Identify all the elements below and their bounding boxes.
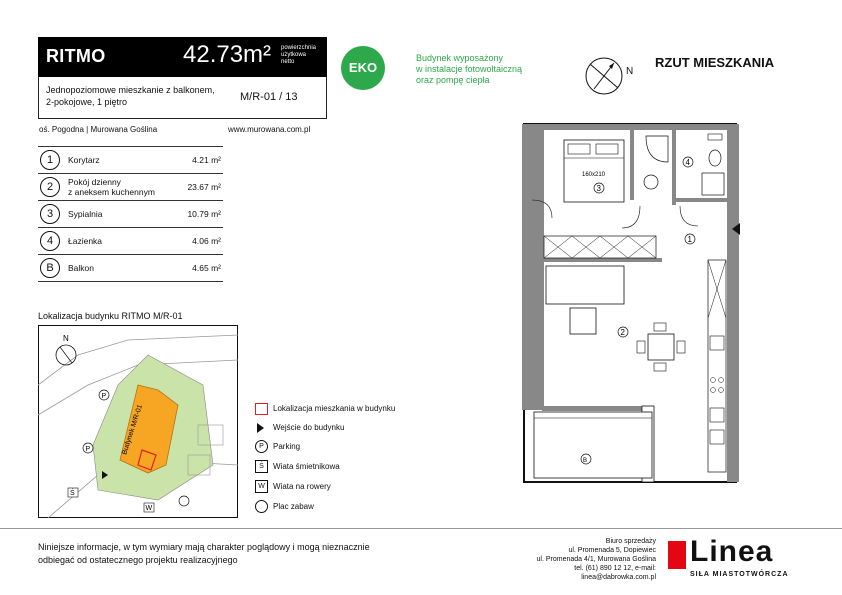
- office-line: ul. Promenada 5, Dopiewiec: [568, 547, 656, 554]
- dining-table: [648, 334, 674, 360]
- room-area: 4.65 m²: [178, 255, 223, 282]
- disclaimer-line: odbiegać od ostatecznego projektu realizacyjnego: [38, 555, 238, 565]
- wall-right: [727, 124, 739, 482]
- compass-label: N: [626, 66, 634, 77]
- shower: [646, 136, 668, 162]
- address: oś. Pogodna | Murowana Goślina: [39, 125, 158, 134]
- eko-line: Budynek wyposażony: [416, 53, 504, 63]
- coffee-table: [570, 308, 596, 334]
- door-swing: [680, 206, 698, 226]
- parking-legend-icon: P: [255, 440, 268, 453]
- legend-label: Plac zabaw: [273, 502, 314, 511]
- room-name: Balkon: [68, 263, 94, 273]
- wall-left: [522, 124, 544, 410]
- area-note-line: netto: [281, 59, 295, 65]
- wall-bedroom-right: [630, 130, 634, 200]
- bike-legend-icon: W: [255, 480, 268, 493]
- office-line: ul. Promenada 4/1, Murowana Goślina: [536, 556, 656, 563]
- area-note: [281, 45, 331, 66]
- wardrobe: [544, 236, 656, 258]
- footer-divider: [0, 528, 842, 529]
- sofa: [546, 266, 624, 304]
- room-name: Sypialnia: [68, 209, 103, 219]
- apartment-description: [46, 84, 246, 108]
- wall-bath-left: [672, 130, 676, 205]
- legend-label: Parking: [273, 442, 301, 451]
- table-row: [38, 201, 223, 228]
- toilet: [709, 150, 721, 166]
- compass-icon: [583, 55, 625, 97]
- room-name: Korytarz: [68, 155, 100, 165]
- entrance-legend-icon: [257, 423, 264, 433]
- eko-badge: EKO: [341, 46, 385, 90]
- table-row: [38, 147, 223, 174]
- disclaimer-line: Niniejsze informacje, w tym wymiary mają charakter poglądowy i mogą nieznacznie: [38, 542, 370, 552]
- wall-top: [522, 124, 737, 130]
- washbasin: [644, 175, 658, 189]
- sink: [710, 336, 724, 350]
- floor-plan: [512, 118, 752, 490]
- room-area: 10.79 m²: [178, 201, 223, 228]
- description-line: Jednopoziomowe mieszkanie z balkonem,: [46, 85, 215, 95]
- legend-label: Wejście do budynku: [273, 423, 345, 432]
- project-name: RITMO: [46, 46, 106, 66]
- kitchen-counter: [708, 260, 726, 472]
- room-marker: 3: [596, 184, 601, 193]
- waste-marker: Ś: [70, 490, 75, 497]
- plan-title: RZUT MIESZKANIA: [655, 55, 775, 70]
- room-area: 23.67 m²: [178, 174, 223, 201]
- room-number: B: [40, 258, 60, 278]
- location-map: [38, 325, 238, 518]
- logo-tagline: SIŁA MIASTOTWÓRCZA: [690, 571, 789, 578]
- wall-bedroom-bottom: [542, 258, 662, 262]
- table-row: [38, 228, 223, 255]
- room-marker: 4: [685, 158, 690, 167]
- room-number: 1: [40, 150, 60, 170]
- office-contact[interactable]: tel. (61) 890 12 12, e-mail: linea@dabrowka.com.pl: [574, 565, 656, 581]
- description-line: 2-pokojowe, 1 piętro: [46, 97, 128, 107]
- office-line: Biuro sprzedaży: [605, 538, 656, 545]
- table-row: [38, 174, 223, 201]
- room-number: 4: [40, 231, 60, 251]
- playground-marker-icon: [179, 496, 189, 506]
- legend-label: Wiata na rowery: [273, 482, 331, 491]
- linea-logo: [668, 537, 808, 581]
- eko-line: w instalacje fotowoltaiczną: [416, 64, 523, 74]
- cooktop: [711, 378, 716, 383]
- table-row: [38, 255, 223, 282]
- legend-label: Wiata śmietnikowa: [273, 462, 340, 471]
- building-label: Budynek M/R-01: [121, 403, 145, 456]
- wall-bath-bottom: [672, 198, 730, 202]
- room-marker: 2: [620, 328, 625, 337]
- map-compass-label: N: [63, 334, 69, 343]
- location-title: Lokalizacja budynku RITMO M/R-01: [38, 311, 183, 321]
- area-note-line: użytkowa: [281, 52, 307, 58]
- apartment-code: M/R-01 / 13: [240, 91, 298, 103]
- balcony: [534, 412, 652, 478]
- washing-machine: [702, 173, 724, 195]
- room-marker: B: [583, 458, 588, 464]
- room-number: 3: [40, 204, 60, 224]
- room-name-sub: z aneksem kuchennym: [68, 187, 155, 197]
- highlight-legend-icon: [255, 403, 268, 415]
- room-number: 2: [40, 177, 60, 197]
- bike-marker: W: [145, 505, 153, 512]
- playground-legend-icon: [255, 500, 268, 513]
- parking-marker: P: [101, 393, 107, 400]
- door-swing: [622, 206, 640, 228]
- room-marker: 1: [687, 235, 692, 244]
- wall-bottom-living: [542, 406, 652, 411]
- rooms-table: [38, 146, 223, 282]
- disclaimer: [38, 541, 418, 567]
- parking-marker: P: [85, 446, 91, 453]
- legend-label: Lokalizacja mieszkania w budynku: [273, 404, 396, 413]
- header-bar: [38, 37, 327, 77]
- eko-line: oraz pompę ciepła: [416, 75, 490, 85]
- room-area: 4.06 m²: [178, 228, 223, 255]
- room-name: Łazienka: [68, 236, 103, 246]
- logo-mark-icon: [668, 541, 686, 569]
- eko-description: [416, 53, 566, 86]
- room-name: Pokój dzienny: [68, 177, 121, 187]
- logo-text: Linea: [690, 535, 774, 568]
- area-note-line: powierzchnia: [281, 45, 317, 51]
- bed-size-label: 160x210: [582, 172, 606, 178]
- website-link[interactable]: www.murowana.com.pl: [228, 125, 311, 134]
- room-area: 4.21 m²: [178, 147, 223, 174]
- sales-office: [500, 537, 656, 582]
- apartment-area: 42.73m²: [183, 41, 272, 68]
- bed: [564, 140, 624, 202]
- waste-legend-icon: Ś: [255, 460, 268, 473]
